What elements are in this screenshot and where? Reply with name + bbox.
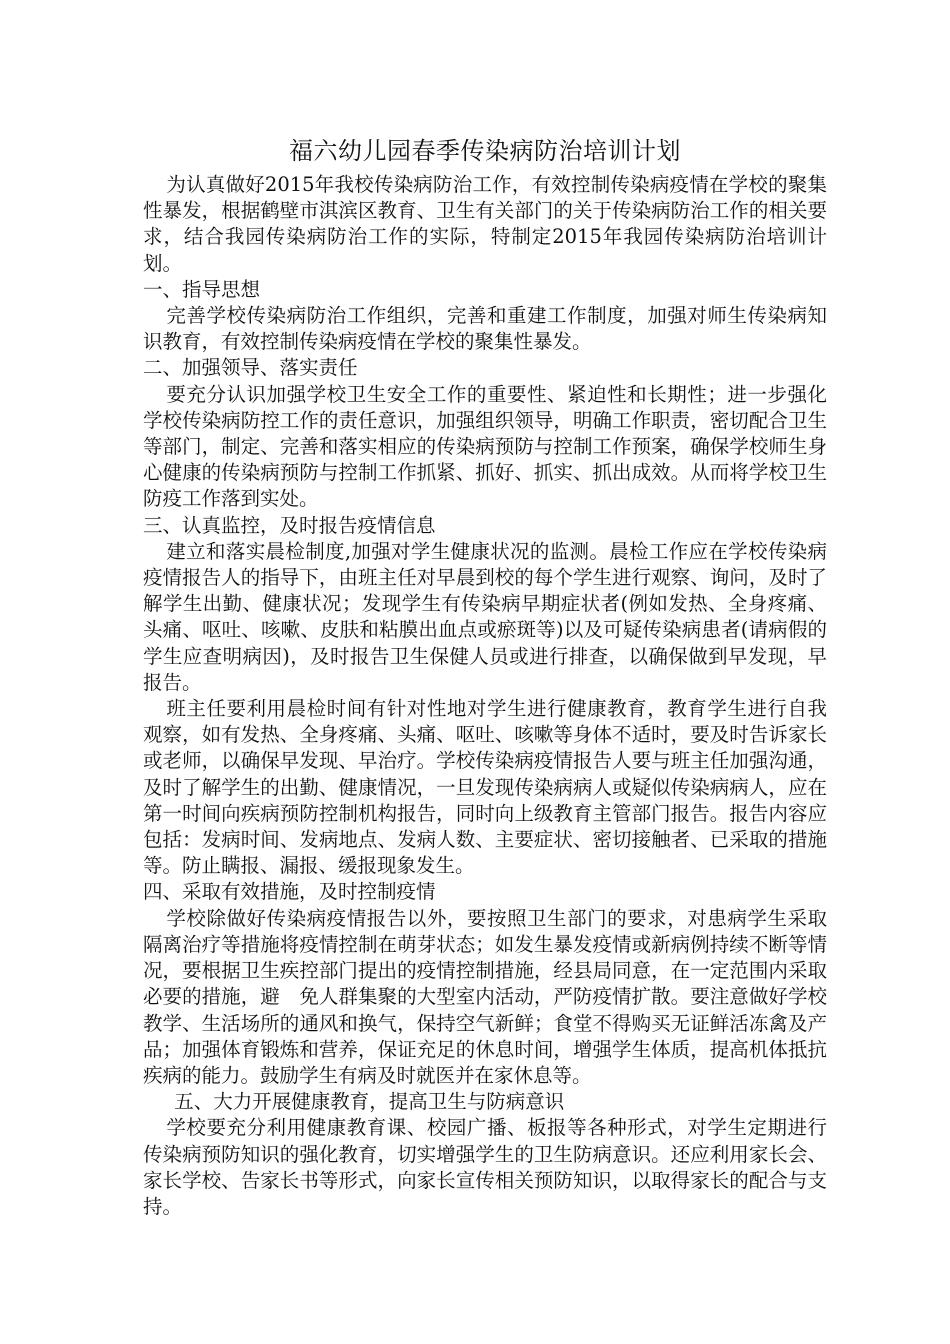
section-5-paragraph-1: 学校要充分利用健康教育课、校园广播、板报等各种形式，对学生定期进行传染病预防知识的强化教育，切实增强学生的卫生防病意识。还应利用家长会、家长学校、告家长书等形式，向家长宣传相关预防知识，以取得家长的配合与支持。 bbox=[143, 1116, 827, 1218]
section-heading-1: 一、指导思想 bbox=[143, 277, 261, 301]
document-title: 福六幼儿园春季传染病防治培训计划 bbox=[289, 137, 681, 165]
section-heading-2: 二、加强领导、落实责任 bbox=[143, 356, 358, 380]
section-heading-4: 四、采取有效措施，及时控制疫情 bbox=[143, 880, 436, 904]
section-1-paragraph-1: 完善学校传染病防治工作组织，完善和重建工作制度，加强对师生传染病知识教育，有效控制传染病疫情在学校的聚集性暴发。 bbox=[143, 304, 827, 354]
section-4-paragraph-1: 学校除做好传染病疫情报告以外，要按照卫生部门的要求，对患病学生采取隔离治疗等措施将疫情控制在萌芽状态；如发生暴发疫情或新病例持续不断等情况，要根据卫生疾控部门提出的疫情控制措施，经县局同意，在一定范围内采取必要的措施，避 免人群集聚的大型室内活动，严防疫情扩散。要注意做好学校教学、生活场所的通风和换气，保持空气新鲜；食堂不得购买无证鲜活冻禽及产品；加强体育锻炼和营养，保证充足的休息时间，增强学生体质，提高机体抵抗疾病的能力。鼓励学生有病及时就医并在家休息等。 bbox=[143, 906, 827, 1087]
intro-paragraph: 为认真做好2015年我校传染病防治工作，有效控制传染病疫情在学校的聚集性暴发，根据鹤壁市淇滨区教育、卫生有关部门的关于传染病防治工作的相关要求，结合我园传染病防治工作的实际，特制定2015年我园传染病防治培训计划。 bbox=[143, 173, 827, 275]
section-3-paragraph-2: 班主任要利用晨检时间有针对性地对学生进行健康教育，教育学生进行自我观察，如有发热、全身疼痛、头痛、呕吐、咳嗽等身体不适时，要及时告诉家长或老师，以确保早发现、早治疗。学校传染病疫情报告人要与班主任加强沟通，及时了解学生的出勤、健康情况，一旦发现传染病病人或疑似传染病病人，应在第一时间向疾病预防控制机构报告，同时向上级教育主管部门报告。报告内容应包括：发病时间、发病地点、发病人数、主要症状、密切接触者、已采取的措施等。防止瞒报、漏报、缓报现象发生。 bbox=[143, 697, 827, 878]
section-3-paragraph-1: 建立和落实晨检制度,加强对学生健康状况的监测。晨检工作应在学校传染病疫情报告人的指导下，由班主任对早晨到校的每个学生进行观察、询问，及时了解学生出勤、健康状况；发现学生有传染病早期症状者(例如发热、全身疼痛、头痛、呕吐、咳嗽、皮肤和粘膜出血点或瘀斑等)以及可疑传染病患者(请病假的学生应查明病因)，及时报告卫生保健人员或进行排查，以确保做到早发现，早报告。 bbox=[143, 539, 827, 694]
document-page bbox=[143, 132, 827, 1220]
section-heading-5: 五、大力开展健康教育，提高卫生与防病意识 bbox=[174, 1090, 565, 1114]
section-2-paragraph-1: 要充分认识加强学校卫生安全工作的重要性、紧迫性和长期性；进一步强化学校传染病防控工作的责任意识，加强组织领导，明确工作职责，密切配合卫生等部门，制定、完善和落实相应的传染病预防与控制工作预案，确保学校师生身心健康的传染病预防与控制工作抓紧、抓好、抓实、抓出成效。从而将学校卫生防疫工作落到实处。 bbox=[143, 382, 827, 511]
section-heading-3: 三、认真监控，及时报告疫情信息 bbox=[143, 513, 436, 537]
